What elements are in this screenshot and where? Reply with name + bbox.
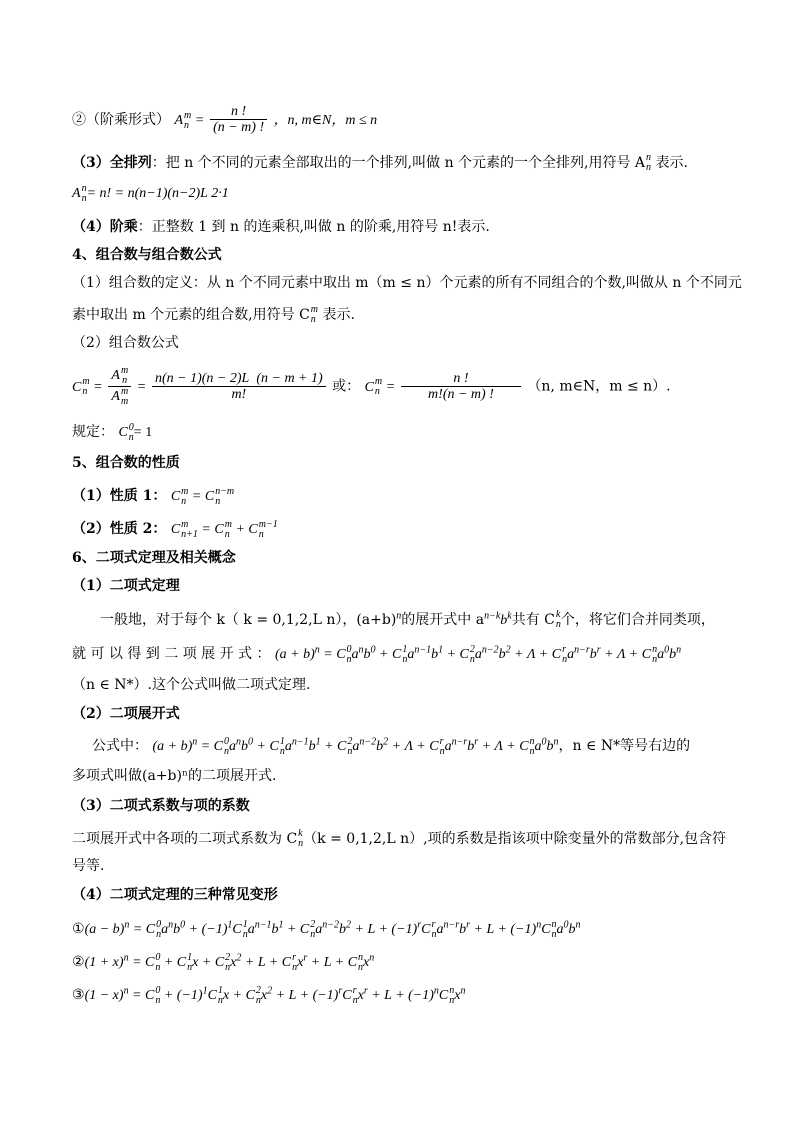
perm-factorial-label: ②（阶乘形式） bbox=[72, 111, 170, 128]
full-perm-formula-line: A n n = n! = n(n−1)(n−2)L 2·1 bbox=[72, 183, 229, 204]
comb-def-line2: 素中取出 m 个元素的组合数,用符号 C m n 表示. bbox=[72, 304, 355, 325]
prop2-label: （2）性质 2： bbox=[72, 521, 167, 538]
comb-def-line2-text: 素中取出 m 个元素的组合数,用符号 C bbox=[72, 307, 310, 323]
full-perm-line: （3）全排列：把 n 个不同的元素全部取出的一个排列,叫做 n 个元素的一个全排列,用符号 A n n 表示. bbox=[72, 152, 688, 173]
coef-line1: 二项展开式中各项的二项式系数为 C k n （k = 0,1,2,L n）,项的系数是指该项中除变量外的常数部分,包含符 bbox=[72, 828, 727, 849]
prop2-line: （2）性质 2： C m n+1 = C m n + C m−1 n bbox=[72, 519, 278, 540]
comb-formula-or: 或： bbox=[332, 378, 361, 395]
section6-title: 6、二项式定理及相关概念 bbox=[72, 550, 236, 566]
binom-thm-line1a: 一般地，对于每个 k（ k = 0,1,2,L n），(a+b) bbox=[100, 612, 397, 628]
binom-exp-line1b: ，n ∈ N*等号右边的 bbox=[558, 738, 691, 755]
binom-thm-line1c: 共有 C bbox=[511, 612, 555, 628]
variant2-line: ②(1 + x)$^n$ = C 0 n + C 1 n x + C 2 n $x^2 + L + C$ r n $x^r + L + C$ n n $x^n$ bbox=[72, 952, 375, 973]
prop1-label: （1）性质 1： bbox=[72, 488, 167, 505]
binom-exp-heading: （2）二项展开式 bbox=[72, 706, 180, 722]
variant1-mark: ① bbox=[72, 921, 85, 938]
binom-thm-heading: （1）二项式定理 bbox=[72, 578, 180, 594]
factorial-line bbox=[72, 220, 490, 234]
binom-exp-line1a: 公式中： bbox=[92, 738, 148, 755]
rule-line: 规定： C 0 n = 1 bbox=[72, 422, 153, 443]
perm-symbol: A m n bbox=[174, 109, 192, 131]
comb-formula-cond: （n, m∈N，m ≤ n）. bbox=[527, 378, 671, 395]
factorial-heading: （4）阶乘 bbox=[72, 219, 138, 235]
coef-line1-text: 二项展开式中各项的二项式系数为 C bbox=[72, 831, 298, 847]
binom-thm-line2a: 就 可 以 得 到 二 项 展 开 式 ： bbox=[72, 646, 271, 663]
variant3-line: ③(1 − x)$^n$ = C 0 n + $(-1)^1C$ 1 n x + C 2 n $x^2 + L + (-1)^rC$ r n $x^r + L + (-1)^nC$ n n $x^n$ bbox=[72, 985, 466, 1006]
variants-heading: （4）二项式定理的三种常见变形 bbox=[72, 887, 278, 903]
variant2-mark: ② bbox=[72, 954, 85, 971]
variant1-line: ①(a − b)$^n$ = C 0 n $a^nb^0 + (-1)^1C$ 1 n $a^{n-1}b^1 + C$ 2 n $a^{n-2}b^2 + L + (-1)^rC$ r n $a^{n-r}b^r + L + (-1)^nC$ n n $a^0b^n$ bbox=[72, 919, 581, 940]
binom-thm-line3: （n ∈ N*）.这个公式叫做二项式定理. bbox=[72, 677, 311, 693]
binom-thm-line1b: 的展开式中 a bbox=[401, 612, 485, 628]
perm-factorial-line: ②（阶乘形式） A m n = $\frac{n !}{(n - m) !}$ ，n, m∈N，m ≤ n bbox=[72, 104, 378, 136]
comb-def-line1: （1）组合数的定义：从 n 个不同元素中取出 m（m ≤ n）个元素的所有不同组合的个数,叫做从 n 个不同元 bbox=[72, 275, 742, 291]
factorial-text: ：正整数 1 到 n 的连乘积,叫做 n 的阶乘,用符号 n!表示. bbox=[137, 219, 490, 235]
section5-title: 5、组合数的性质 bbox=[72, 455, 180, 471]
full-perm-tail: 表示. bbox=[655, 155, 688, 171]
rule-formula: = 1 bbox=[133, 425, 153, 441]
perm-fraction: $\frac{n !}{(n - m) !}$ bbox=[210, 104, 267, 136]
rule-label: 规定： bbox=[72, 424, 114, 441]
binom-thm-line1d: 个，将它们合并同类项， bbox=[560, 612, 715, 628]
binom-exp-line2: 多项式叫做(a+b)ⁿ的二项展开式. bbox=[72, 768, 277, 784]
variant3-mark: ③ bbox=[72, 987, 85, 1004]
coef-heading: （3）二项式系数与项的系数 bbox=[72, 798, 250, 814]
binom-thm-line1: 一般地，对于每个 k（ k = 0,1,2,L n），$(a+b)^n$的展开式中 $a^{n-k}b^k$共有 C k n 个，将它们合并同类项， bbox=[100, 609, 715, 630]
full-perm-text: ：把 n 个不同的元素全部取出的一个排列,叫做 n 个元素的一个全排列,用符号 A bbox=[151, 155, 646, 171]
section4-title: 4、组合数与组合数公式 bbox=[72, 247, 222, 263]
perm-condition: ，n, m∈N，m ≤ n bbox=[273, 112, 378, 128]
comb-formula-line: C m n = A m n A m m = $\frac{n(n - 1)(n - 2)L (n - m + 1)}{m!}$ 或： C m n = $\frac{n !}{m!(n - m) !}$ （n, m∈N，m ≤ n）. bbox=[72, 365, 671, 407]
coef-line2: 号等. bbox=[72, 858, 105, 874]
full-perm-formula: = n! = n(n−1)(n−2)L 2·1 bbox=[86, 186, 229, 202]
coef-line1b: （k = 0,1,2,L n）,项的系数是指该项中除变量外的常数部分,包含符 bbox=[303, 831, 727, 847]
prop1-line: （1）性质 1： C m n = C n−m n bbox=[72, 486, 235, 507]
binom-exp-line1: 公式中： $(a + b)^n = C$ 0 n $a^nb^0 + C$ 1 n $a^{n-1}b^1 + C$ 2 n $a^{n-2}b^2 + \Lambda + C$ r n $a^{n-r}b^r + \Lambda + C$ n n $a^0b^n$，n ∈ N*等号右边的 bbox=[92, 736, 691, 757]
comb-formula-heading: （2）组合数公式 bbox=[72, 335, 179, 351]
comb-def-tail: 表示. bbox=[322, 307, 355, 323]
full-perm-heading: （3）全排列 bbox=[72, 155, 152, 171]
binom-thm-line2: 就 可 以 得 到 二 项 展 开 式 ： $(a + b)^n = C$ 0 n $a^nb^0 + C$ 1 n $a^{n-1}b^1 + C$ 2 n $a^{n-2}b^2 + \Lambda + C$ r n $a^{n-r}b^r + \Lambda + C$ n n $a^0b^n$ bbox=[72, 644, 682, 665]
